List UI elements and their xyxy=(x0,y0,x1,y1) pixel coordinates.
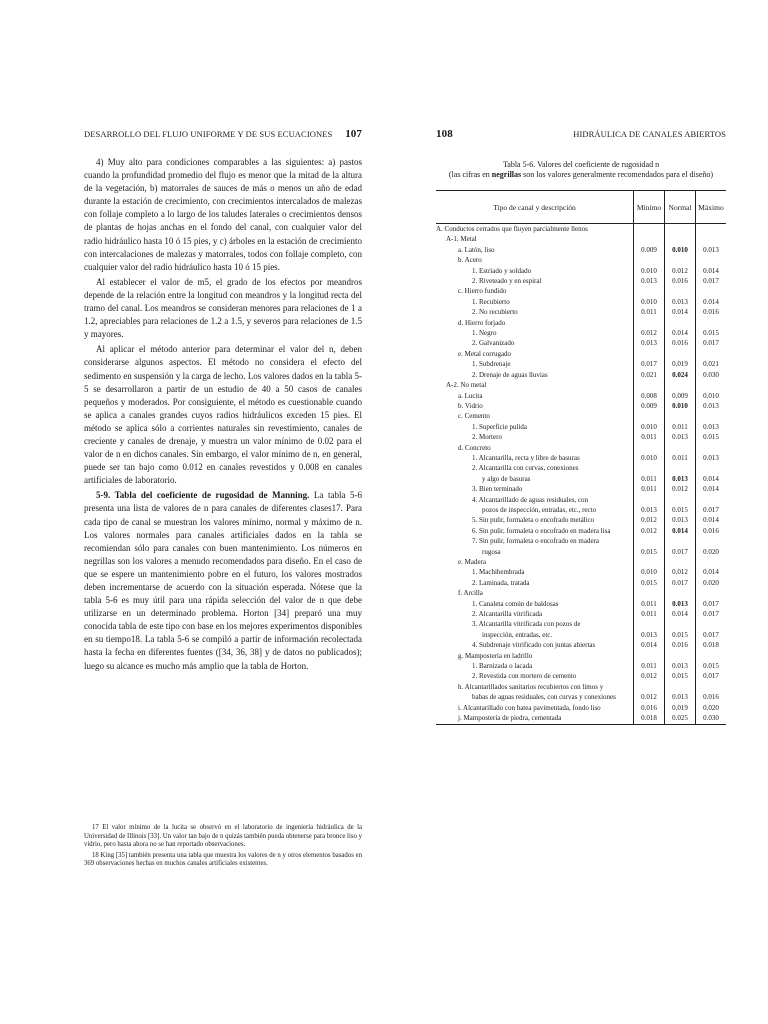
value-maximum xyxy=(696,682,727,692)
row-description: 3. Bien terminado xyxy=(472,485,523,494)
value-minimum xyxy=(634,557,665,567)
value-maximum xyxy=(696,224,727,235)
value-maximum: 0.013 xyxy=(696,401,727,411)
value-minimum xyxy=(634,411,665,421)
value-maximum xyxy=(696,588,727,598)
row-description: c. Cemento xyxy=(458,412,490,421)
value-normal xyxy=(665,443,696,453)
value-minimum xyxy=(634,318,665,328)
table-row xyxy=(436,651,726,661)
col-header-max: Máximo xyxy=(696,191,727,224)
table-row xyxy=(436,703,726,713)
value-normal xyxy=(665,255,696,265)
row-description: y algo de basuras xyxy=(482,474,531,483)
table-row xyxy=(436,370,726,380)
left-page xyxy=(84,128,362,868)
value-minimum: 0.015 xyxy=(634,547,665,557)
table-row xyxy=(436,630,726,640)
row-description: 2. Revestida con mortero de cemento xyxy=(472,672,577,681)
table-row xyxy=(436,692,726,702)
value-minimum: 0.015 xyxy=(634,578,665,588)
value-minimum xyxy=(634,443,665,453)
table-row xyxy=(436,453,726,463)
value-maximum xyxy=(696,536,727,546)
table-row xyxy=(436,297,726,307)
table-row xyxy=(436,463,726,473)
footnote-18: 18 King [35] también presenta una tabla que muestra los valores de n y otros elementos basados en 369 observaciones hechas en muchos canales artificiales existentes. xyxy=(84,851,362,868)
value-minimum: 0.016 xyxy=(634,703,665,713)
value-maximum: 0.016 xyxy=(696,692,727,702)
row-description: 1. Canaleta común de baldosas xyxy=(472,599,559,608)
value-normal: 0.012 xyxy=(665,567,696,577)
value-maximum xyxy=(696,557,727,567)
table-row xyxy=(436,588,726,598)
value-minimum: 0.012 xyxy=(634,692,665,702)
col-header-min: Mínimo xyxy=(634,191,665,224)
table-caption xyxy=(436,160,726,180)
value-normal xyxy=(665,651,696,661)
table-row xyxy=(436,484,726,494)
table-title: Tabla 5-6. Valores del coeficiente de rugosidad n xyxy=(502,160,660,169)
value-normal: 0.012 xyxy=(665,266,696,276)
value-minimum xyxy=(634,224,665,235)
paragraph-3: Al aplicar el método anterior para determinar el valor del n, deben considerarse algunos aspectos. El método no considera el efecto del sedimento en suspensión y la carga de lecho. Los valores dados en la tabla 5-5 se desarrollaron a partir de un estudio de 40 a 50 casos de canales pequeños y moderados. Por consiguiente, el método es cuestionable cuando se aplica a canales grandes cuyos radios hidráulicos exceden 15 pies. El método se aplica sólo a corrientes naturales sin revestimiento, canales de creciente y canales de drenaje, y muestra un valor mínimo de 0.02 para el valor de n en dichos canales. Sin embargo, el valor mínimo de n, en general, puede ser tan bajo como 0.012 en canales revestidos y 0.008 en canales artificiales de laboratorio. xyxy=(84,344,362,486)
section-text: La tabla 5-6 presenta una lista de valores de n para canales de diferentes clases17. Para cada tipo de canal se muestran los valores mínimo, normal y máximo de n. Los valores normales para canales artificiales dados en la tabla se recomiendan sólo para canales con buen mantenimiento. Los números en negrillas son los valores a menudo recomendados para diseño. En el caso de que se espere un mantenimiento pobre en el futuro, los valores mostrados deben incrementarse de acuerdo con la situación esperada. Nótese que la tabla 5-6 es muy útil para una rápida selección del valor de n que debe utilizarse en un determinado problema. Horton [34] preparó una muy conocida tabla de este tipo con base en los mejores experimentos disponibles en su tiempo18. La tabla 5-6 se compiló a partir de información recolectada hasta la fecha en diferentes fuentes ([34, 36, 38] y de datos no publicados); luego su alcance es mucho más amplio que la tabla de Horton. xyxy=(84,490,362,671)
row-description: pozos de inspección, entradas, etc., recto xyxy=(482,505,597,514)
table-row xyxy=(436,599,726,609)
value-normal: 0.013 xyxy=(665,432,696,442)
table-row xyxy=(436,567,726,577)
table-row xyxy=(436,422,726,432)
value-maximum: 0.017 xyxy=(696,671,727,681)
value-maximum: 0.015 xyxy=(696,432,727,442)
value-minimum: 0.013 xyxy=(634,276,665,286)
value-minimum: 0.013 xyxy=(634,630,665,640)
value-minimum xyxy=(634,234,665,244)
value-minimum xyxy=(634,380,665,390)
table-subtitle xyxy=(436,170,726,180)
value-normal: 0.025 xyxy=(665,713,696,724)
row-description: b. Vidrio xyxy=(458,401,483,410)
value-minimum: 0.010 xyxy=(634,422,665,432)
value-maximum: 0.014 xyxy=(696,484,727,494)
row-description: 4. Subdrenaje vitrificado con juntas abiertas xyxy=(472,641,596,650)
value-normal: 0.017 xyxy=(665,547,696,557)
value-minimum: 0.011 xyxy=(634,661,665,671)
value-maximum: 0.017 xyxy=(696,276,727,286)
row-description: 1. Recubierto xyxy=(472,297,510,306)
value-minimum xyxy=(634,286,665,296)
value-maximum: 0.013 xyxy=(696,422,727,432)
table-body xyxy=(436,224,726,725)
row-description: 4. Alcantarillado de aguas residuales, con xyxy=(472,495,589,504)
right-header-title: HIDRÁULICA DE CANALES ABIERTOS xyxy=(573,129,726,139)
value-normal: 0.016 xyxy=(665,640,696,650)
row-description: 1. Negro xyxy=(472,329,497,338)
paragraph-1: 4) Muy alto para condiciones comparables a las siguientes: a) pastos cuando la profundidad promedio del flujo es menor que la mitad de la altura de la vegetación, b) matorrales de sauces de más o menos un año de edad durante la estación de crecimiento, con crecimientos intercalados de malezas con follaje completo a lo largo de los taludes laterales o crecimientos densos de plantas de hojas anchas en el fondo del canal, con cualquier valor del radio hidráulico hasta 10 ó 15 pies, y c) árboles en la estación de crecimiento con intercalaciones de malezas y matorrales, todos con follaje completo, con cualquier valor del radio hidráulico hasta 10 ó 15 pies. xyxy=(84,157,362,272)
value-normal: 0.009 xyxy=(665,391,696,401)
row-description: 2. Riveteado y en espiral xyxy=(472,277,542,286)
row-description: h. Alcantarillados sanitarios recubiertos con limos y xyxy=(458,682,604,691)
value-maximum: 0.020 xyxy=(696,578,727,588)
row-description: 1. Estriado y soldado xyxy=(472,266,532,275)
row-description: 1. Machihembrada xyxy=(472,568,525,577)
row-description: 6. Sin pulir, formaleta o encofrado en madera lisa xyxy=(472,526,611,535)
value-normal xyxy=(665,495,696,505)
value-minimum xyxy=(634,588,665,598)
right-page-number: 108 xyxy=(436,128,453,140)
value-minimum: 0.012 xyxy=(634,526,665,536)
row-description: j. Mampostería de piedra, cementada xyxy=(436,713,634,724)
left-running-header xyxy=(84,128,362,142)
value-minimum: 0.010 xyxy=(634,567,665,577)
value-normal: 0.019 xyxy=(665,703,696,713)
row-description: e. Madera xyxy=(458,558,486,566)
table-row xyxy=(436,578,726,588)
value-normal xyxy=(665,380,696,390)
row-description: d. Hierro forjado xyxy=(458,318,506,327)
value-minimum: 0.010 xyxy=(634,453,665,463)
value-minimum xyxy=(634,619,665,629)
row-description: 1. Alcantarilla, recta y libre de basuras xyxy=(472,453,580,462)
value-maximum xyxy=(696,495,727,505)
value-normal: 0.014 xyxy=(665,609,696,619)
table-row xyxy=(436,307,726,317)
table-row xyxy=(436,495,726,505)
value-maximum xyxy=(696,286,727,296)
value-maximum xyxy=(696,255,727,265)
value-minimum: 0.011 xyxy=(634,599,665,609)
row-description: f. Arcilla xyxy=(458,589,483,598)
table-row xyxy=(436,682,726,692)
footnotes xyxy=(84,824,362,871)
value-maximum: 0.020 xyxy=(696,547,727,557)
value-minimum: 0.011 xyxy=(634,474,665,484)
table-row xyxy=(436,505,726,515)
value-normal xyxy=(665,682,696,692)
table-row xyxy=(436,318,726,328)
row-description: 2. No recubierto xyxy=(472,308,518,317)
paragraph-2: Al establecer el valor de m5, el grado de los efectos por meandros depende de la relación entre la longitud con meandros y la longitud recta del tramo del canal. Los meandros se consideran menores para relaciones de 1 a 1.2, apreciables para relaciones de 1.2 a 1.5, y severos para relaciones de 1.5 y mayores. xyxy=(84,276,362,340)
left-page-number: 107 xyxy=(345,128,362,140)
value-minimum xyxy=(634,536,665,546)
value-minimum: 0.009 xyxy=(634,401,665,411)
roughness-table xyxy=(436,190,726,725)
value-minimum xyxy=(634,255,665,265)
value-maximum: 0.021 xyxy=(696,359,727,369)
value-normal xyxy=(665,536,696,546)
section-5-9-paragraph xyxy=(84,489,362,672)
value-normal: 0.015 xyxy=(665,505,696,515)
table-row xyxy=(436,266,726,276)
value-normal: 0.014 xyxy=(665,307,696,317)
value-normal: 0.015 xyxy=(665,671,696,681)
value-minimum: 0.009 xyxy=(634,245,665,255)
table-row xyxy=(436,349,726,359)
value-maximum: 0.016 xyxy=(696,307,727,317)
value-maximum: 0.018 xyxy=(696,640,727,650)
table-row xyxy=(436,411,726,421)
table-row xyxy=(436,359,726,369)
value-minimum xyxy=(634,651,665,661)
right-page xyxy=(436,128,726,725)
value-minimum: 0.013 xyxy=(634,338,665,348)
row-description: b. Acero xyxy=(458,256,482,265)
value-maximum: 0.014 xyxy=(696,266,727,276)
value-normal xyxy=(665,318,696,328)
row-description: i. Alcantarillado con batea pavimentada, fondo liso xyxy=(458,703,601,712)
table-row xyxy=(436,328,726,338)
row-description: a. Latón, liso xyxy=(458,245,495,254)
value-normal: 0.013 xyxy=(665,474,696,484)
value-normal: 0.011 xyxy=(665,422,696,432)
row-description: c. Hierro fundido xyxy=(458,287,507,296)
value-normal: 0.015 xyxy=(665,630,696,640)
row-description: A. Conductos cerrados que fluyen parcialmente llenos xyxy=(436,225,588,233)
row-description: a. Lucita xyxy=(458,391,483,400)
value-maximum: 0.010 xyxy=(696,391,727,401)
table-row xyxy=(436,276,726,286)
value-normal: 0.013 xyxy=(665,297,696,307)
left-body-text xyxy=(84,156,362,673)
row-description: rugosa xyxy=(482,547,501,556)
row-description: 2. Alcantarilla con curvas, conexiones xyxy=(472,464,579,473)
value-maximum xyxy=(696,411,727,421)
row-description: 7. Sin pulir, formaleta o encofrado en madera xyxy=(472,537,600,546)
table-row xyxy=(436,338,726,348)
value-normal xyxy=(665,234,696,244)
row-description: A-2. No metal xyxy=(446,381,487,390)
value-maximum: 0.017 xyxy=(696,505,727,515)
table-row xyxy=(436,713,726,724)
row-description: 3. Alcantarilla vitrificada con pozos de xyxy=(472,620,581,629)
right-running-header xyxy=(436,128,726,142)
value-minimum: 0.013 xyxy=(634,505,665,515)
table-row xyxy=(436,234,726,244)
table-row xyxy=(436,557,726,567)
value-maximum xyxy=(696,318,727,328)
value-minimum: 0.010 xyxy=(634,297,665,307)
footnote-17: 17 El valor mínimo de la lucita se observó en el laboratorio de ingeniería hidráulica de la Universidad de Illinois [33]. Un valor tan bajo de n quizás también pueda obtenerse para bronce liso y vidrio, pero hasta ahora no se han reportado observaciones. xyxy=(84,824,362,849)
value-minimum: 0.018 xyxy=(634,713,665,724)
row-description: 2. Galvanizado xyxy=(472,339,515,348)
value-minimum xyxy=(634,349,665,359)
value-normal: 0.016 xyxy=(665,276,696,286)
value-maximum xyxy=(696,463,727,473)
value-maximum xyxy=(696,651,727,661)
value-minimum xyxy=(634,463,665,473)
left-header-title: DESARROLLO DEL FLUJO UNIFORME Y DE SUS ECUACIONES xyxy=(84,129,333,139)
row-description: g. Mampostería en ladrillo xyxy=(458,651,533,660)
value-maximum xyxy=(696,349,727,359)
value-minimum: 0.012 xyxy=(634,515,665,525)
table-row xyxy=(436,224,726,235)
value-maximum: 0.014 xyxy=(696,567,727,577)
row-description: 5. Sin pulir, formaleta o encofrado metálico xyxy=(472,516,595,525)
value-maximum: 0.013 xyxy=(696,453,727,463)
row-description: A-1. Metal xyxy=(446,235,477,244)
value-normal: 0.013 xyxy=(665,692,696,702)
table-row xyxy=(436,391,726,401)
value-normal: 0.012 xyxy=(665,484,696,494)
value-minimum: 0.012 xyxy=(634,671,665,681)
value-minimum: 0.008 xyxy=(634,391,665,401)
value-maximum xyxy=(696,619,727,629)
col-header-normal: Normal xyxy=(665,191,696,224)
table-row xyxy=(436,286,726,296)
table-row xyxy=(436,255,726,265)
table-row xyxy=(436,443,726,453)
row-description: 1. Superficie pulida xyxy=(472,422,528,431)
value-minimum xyxy=(634,495,665,505)
value-maximum: 0.030 xyxy=(696,713,727,724)
value-minimum: 0.010 xyxy=(634,266,665,276)
value-normal: 0.019 xyxy=(665,359,696,369)
value-maximum: 0.014 xyxy=(696,474,727,484)
table-header-row xyxy=(436,191,726,224)
table-row xyxy=(436,609,726,619)
table-row xyxy=(436,536,726,546)
table-row xyxy=(436,401,726,411)
value-normal: 0.013 xyxy=(665,515,696,525)
table-row xyxy=(436,526,726,536)
value-maximum: 0.020 xyxy=(696,703,727,713)
value-minimum: 0.012 xyxy=(634,328,665,338)
value-normal: 0.024 xyxy=(665,370,696,380)
row-description: 2. Drenaje de aguas lluvias xyxy=(472,370,548,379)
value-maximum: 0.017 xyxy=(696,609,727,619)
table-row xyxy=(436,380,726,390)
value-minimum: 0.011 xyxy=(634,609,665,619)
table-row xyxy=(436,515,726,525)
value-normal xyxy=(665,224,696,235)
table-subtitle-post: son los valores generalmente recomendados para el diseño) xyxy=(521,170,714,179)
value-minimum: 0.014 xyxy=(634,640,665,650)
table-row xyxy=(436,245,726,255)
section-heading: 5-9. Tabla del coeficiente de rugosidad de Manning. xyxy=(96,490,310,501)
value-maximum: 0.016 xyxy=(696,526,727,536)
value-normal: 0.013 xyxy=(665,599,696,609)
value-maximum: 0.014 xyxy=(696,297,727,307)
value-maximum: 0.014 xyxy=(696,515,727,525)
value-minimum: 0.011 xyxy=(634,432,665,442)
value-minimum: 0.017 xyxy=(634,359,665,369)
value-maximum: 0.013 xyxy=(696,245,727,255)
value-minimum: 0.011 xyxy=(634,307,665,317)
value-normal: 0.010 xyxy=(665,401,696,411)
table-row xyxy=(436,640,726,650)
table-row xyxy=(436,547,726,557)
row-description: 1. Subdrenaje xyxy=(472,360,511,369)
value-normal: 0.016 xyxy=(665,338,696,348)
table-subtitle-pre: (las cifras en xyxy=(448,170,492,179)
value-maximum xyxy=(696,380,727,390)
row-description: 2. Alcantarilla vitrificada xyxy=(472,610,543,619)
value-normal xyxy=(665,619,696,629)
value-normal: 0.014 xyxy=(665,328,696,338)
value-maximum: 0.030 xyxy=(696,370,727,380)
value-normal xyxy=(665,557,696,567)
value-minimum: 0.011 xyxy=(634,484,665,494)
row-description: e. Metal corrugado xyxy=(458,349,512,358)
table-row xyxy=(436,432,726,442)
row-description: 1. Barnizada o lacada xyxy=(472,662,533,671)
row-description: babas de aguas residuales, con curvas y conexiones xyxy=(472,693,616,702)
row-description: inspección, entradas, etc. xyxy=(482,630,553,639)
table-subtitle-bold: negrillas xyxy=(491,170,522,179)
value-normal: 0.010 xyxy=(665,245,696,255)
value-normal xyxy=(665,349,696,359)
value-maximum: 0.017 xyxy=(696,630,727,640)
col-header-description: Tipo de canal y descripción xyxy=(436,191,634,224)
value-normal xyxy=(665,588,696,598)
value-maximum: 0.015 xyxy=(696,328,727,338)
value-maximum: 0.017 xyxy=(696,338,727,348)
table-row xyxy=(436,661,726,671)
value-normal: 0.011 xyxy=(665,453,696,463)
value-normal xyxy=(665,463,696,473)
row-description: 2. Laminada, tratada xyxy=(472,578,530,587)
row-description: d. Concreto xyxy=(458,443,491,452)
value-maximum: 0.017 xyxy=(696,599,727,609)
value-normal: 0.014 xyxy=(665,526,696,536)
value-normal: 0.013 xyxy=(665,661,696,671)
value-normal: 0.017 xyxy=(665,578,696,588)
value-maximum xyxy=(696,234,727,244)
value-minimum: 0.021 xyxy=(634,370,665,380)
row-description: 2. Mortero xyxy=(472,433,502,442)
table-row xyxy=(436,671,726,681)
value-normal xyxy=(665,286,696,296)
table-row xyxy=(436,474,726,484)
value-maximum xyxy=(696,443,727,453)
value-normal xyxy=(665,411,696,421)
value-maximum: 0.015 xyxy=(696,661,727,671)
value-minimum xyxy=(634,682,665,692)
table-row xyxy=(436,619,726,629)
